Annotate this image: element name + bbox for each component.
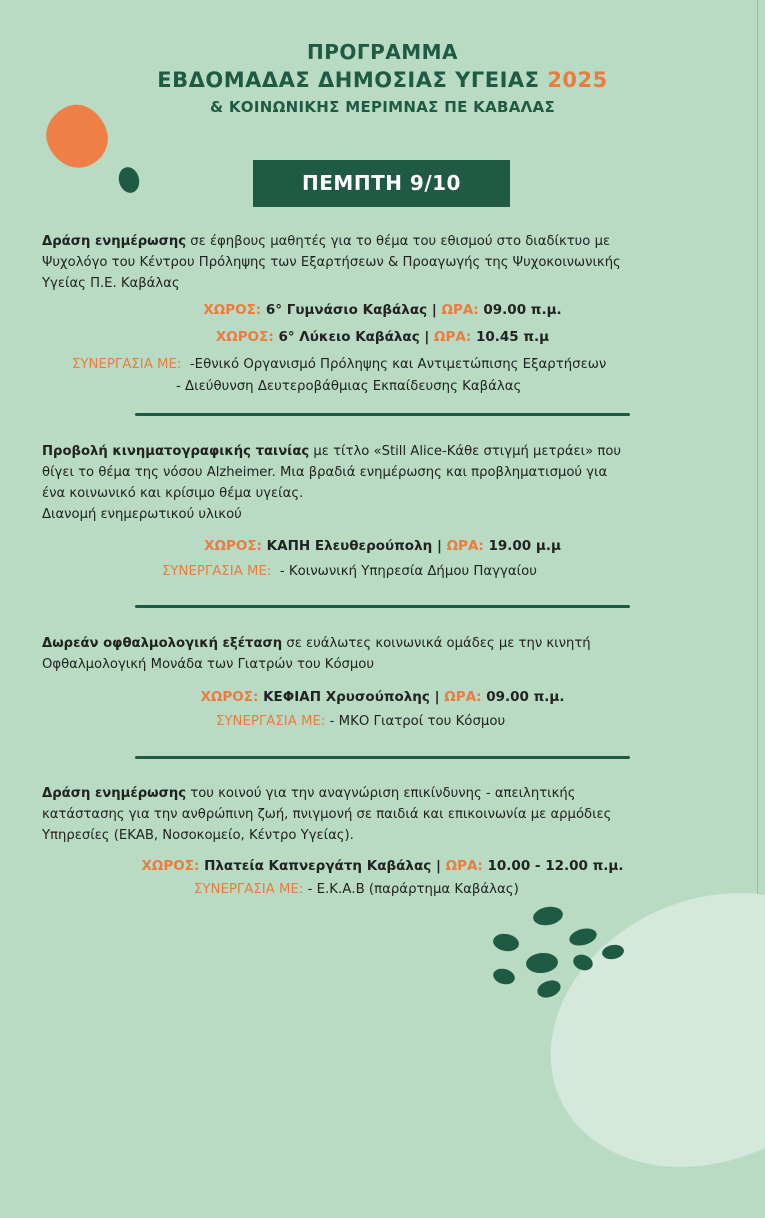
event-4-time-1: 10.00 - 12.00 π.μ.	[487, 858, 624, 874]
event-3-slot-1: ΧΩΡΟΣ: ΚΕΦΙΑΠ Χρυσούπολης | ΩΡΑ: 09.00 π.μ.	[200, 689, 565, 705]
event-2-line-1	[42, 441, 722, 462]
event-2-place-1: ΚΑΠΗ Ελευθερούπολη	[266, 538, 433, 554]
event-3-title: Δωρεάν οφθαλμολογική εξέταση	[42, 636, 283, 651]
event-4-slot-1: ΧΩΡΟΣ: Πλατεία Καπνεργάτη Καβάλας | ΩΡΑ: 10.00 - 12.00 π.μ.	[141, 858, 624, 874]
event-1-slot-2: ΧΩΡΟΣ: 6° Λύκειο Καβάλας | ΩΡΑ: 10.45 π.μ	[215, 329, 550, 345]
event-1-description	[42, 231, 722, 294]
event-1-line-2: Ψυχολόγο του Κέντρου Πρόληψης των Εξαρτήσεων & Προαγωγής της Ψυχοκοινωνικής	[42, 255, 621, 270]
time-label: ΩΡΑ:	[441, 302, 479, 318]
event-1-time-1: 09.00 π.μ.	[483, 302, 562, 318]
event-2-collab-1: Κοινωνική Υπηρεσία Δήμου Παγγαίου	[284, 564, 537, 579]
event-2-description	[42, 441, 722, 525]
event-3-time-1: 09.00 π.μ.	[486, 689, 565, 705]
header-year: 2025	[547, 68, 608, 92]
event-3-text-1: σε ευάλωτες κοινωνικά ομάδες με την κινητή	[282, 636, 591, 651]
divider	[135, 756, 630, 759]
collab-label: ΣΥΝΕΡΓΑΣΙΑ ΜΕ:	[162, 564, 272, 579]
event-2-text-1: με τίτλο «Still Alice-Κάθε στιγμή μετράει» που	[309, 444, 622, 459]
divider	[135, 413, 630, 416]
event-2-slot-1: ΧΩΡΟΣ: ΚΑΠΗ Ελευθερούπολη | ΩΡΑ: 19.00 μ.μ	[204, 538, 561, 554]
place-label: ΧΩΡΟΣ:	[204, 538, 262, 554]
event-4-line-3: Υπηρεσίες (ΕΚΑΒ, Νοσοκομείο, Κέντρο Υγείας).	[42, 828, 354, 843]
day-banner: ΠΕΜΠΤΗ 9/10	[253, 160, 510, 207]
event-3-line-2: Οφθαλμολογική Μονάδα των Γιατρών του Κόσμου	[42, 657, 374, 672]
event-2-line-2: θίγει το θέμα της νόσου Alzheimer. Μια βραδιά ενημέρωσης και προβληματισμού για	[42, 465, 608, 480]
event-1-time-2: 10.45 π.μ	[475, 329, 550, 345]
place-label: ΧΩΡΟΣ:	[200, 689, 259, 705]
time-label: ΩΡΑ:	[434, 329, 472, 345]
event-2-line-4: Διανομή ενημερωτικού υλικού	[42, 507, 242, 522]
event-2-time-1: 19.00 μ.μ	[488, 538, 561, 554]
event-4-collab-1: - Ε.Κ.Α.Β (παράρτημα Καβάλας)	[307, 882, 519, 897]
event-3-collab-line	[216, 714, 505, 729]
header-line-1: ΠΡΟΓΡΑΜΜΑ	[306, 40, 459, 64]
event-2-title: Προβολή κινηματογραφικής ταινίας	[42, 444, 310, 459]
event-2-collab-line: ΣΥΝΕΡΓΑΣΙΑ ΜΕ: - Κοινωνική Υπηρεσία Δήμου Παγγαίου	[162, 564, 537, 579]
event-1-title: Δράση ενημέρωσης	[42, 234, 187, 249]
event-4-text-1: του κοινού για την αναγνώριση επικίνδυνης - απειλητικής	[186, 786, 576, 801]
event-4-line-1	[42, 783, 722, 804]
event-4-place-1: Πλατεία Καπνεργάτη Καβάλας	[204, 858, 432, 874]
divider	[135, 605, 630, 608]
event-3-line-1	[42, 633, 722, 654]
event-1-line-3: Υγείας Π.Ε. Καβάλας	[42, 276, 180, 291]
collab-label: ΣΥΝΕΡΓΑΣΙΑ ΜΕ:	[216, 714, 326, 729]
header-line-2-main: ΕΒΔΟΜΑΔΑΣ ΔΗΜΟΣΙΑΣ ΥΓΕΙΑΣ	[157, 68, 548, 92]
event-1-place-2: 6° Λύκειο Καβάλας	[278, 329, 420, 345]
time-label: ΩΡΑ:	[444, 689, 482, 705]
header-line-3: & ΚΟΙΝΩΝΙΚΗΣ ΜΕΡΙΜΝΑΣ ΠΕ ΚΑΒΑΛΑΣ	[209, 98, 555, 116]
event-2-line-3: ένα κοινωνικό και κρίσιμο θέμα υγείας.	[42, 486, 304, 501]
event-1-collab-2: - Διεύθυνση Δευτεροβάθμιας Εκπαίδευσης Καβάλας	[176, 379, 522, 394]
event-4-title: Δράση ενημέρωσης	[42, 786, 187, 801]
event-3-collab-1: - ΜΚΟ Γιατροί του Κόσμου	[329, 714, 506, 729]
event-1-collab-1: -Εθνικό Οργανισμό Πρόληψης και Αντιμετώπισης Εξαρτήσεων	[189, 357, 607, 372]
event-4-collab-line	[194, 882, 519, 897]
time-label: ΩΡΑ:	[445, 858, 483, 874]
event-1-collab-line-1	[72, 357, 606, 372]
event-4-description	[42, 783, 722, 846]
event-4-line-2: κατάστασης για την ανθρώπινη ζωή, πνιγμονή σε παιδιά και επικοινωνία με αρμόδιες	[42, 807, 612, 822]
event-3-description	[42, 633, 722, 675]
event-1-slot-1: ΧΩΡΟΣ: 6° Γυμνάσιο Καβάλας | ΩΡΑ: 09.00 π.μ.	[203, 302, 562, 318]
place-label: ΧΩΡΟΣ:	[141, 858, 200, 874]
place-label: ΧΩΡΟΣ:	[215, 329, 274, 345]
event-1-place-1: 6° Γυμνάσιο Καβάλας	[265, 302, 428, 318]
place-label: ΧΩΡΟΣ:	[203, 302, 262, 318]
collab-label: ΣΥΝΕΡΓΑΣΙΑ ΜΕ:	[194, 882, 304, 897]
time-label: ΩΡΑ:	[446, 538, 484, 554]
collab-label: ΣΥΝΕΡΓΑΣΙΑ ΜΕ:	[72, 357, 182, 372]
header-line-2	[0, 68, 765, 92]
event-1-line-1	[42, 231, 722, 252]
event-3-place-1: ΚΕΦΙΑΠ Χρυσούπολης	[263, 689, 430, 705]
event-1-text-1: σε έφηβους μαθητές για το θέμα του εθισμού στο διαδίκτυο με	[186, 234, 611, 249]
